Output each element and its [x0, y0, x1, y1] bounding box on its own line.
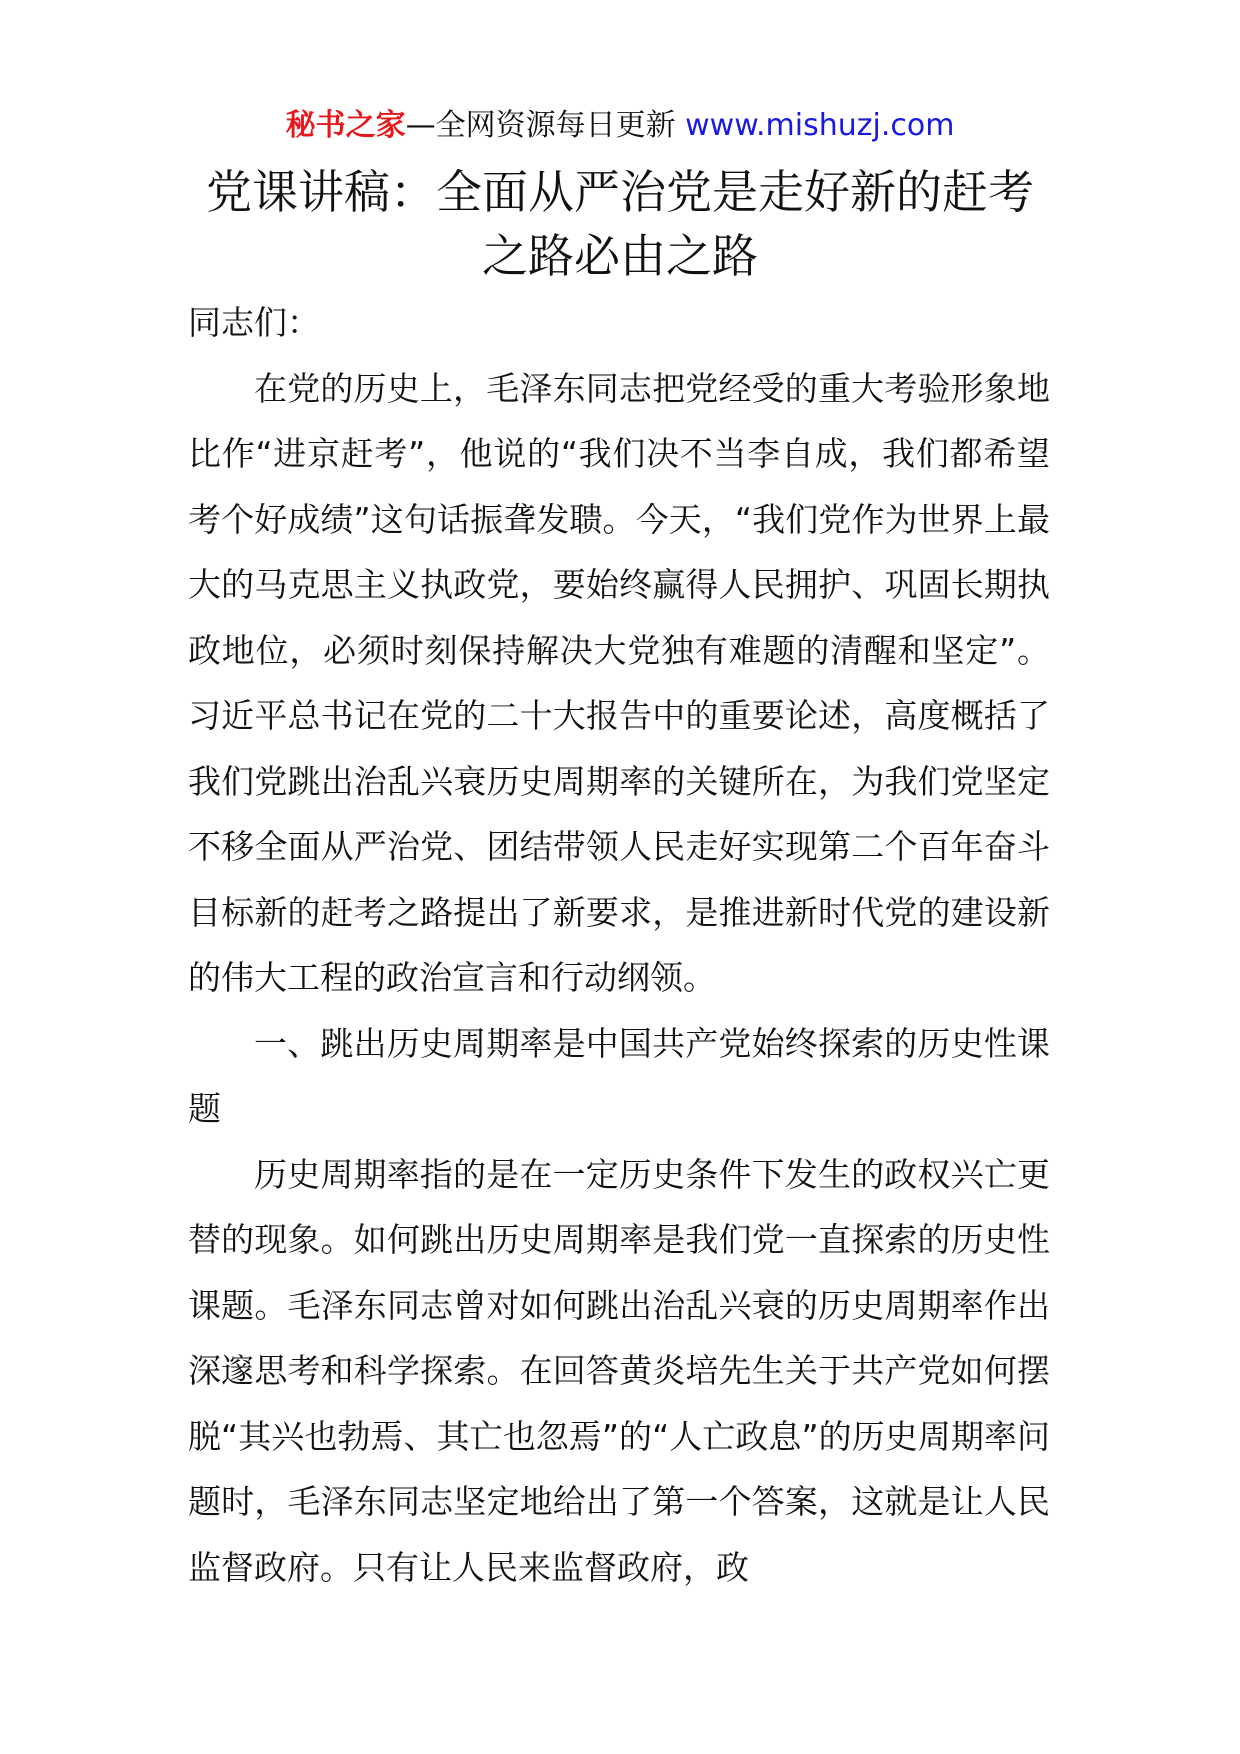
- body-paragraph-2: 历史周期率指的是在一定历史条件下发生的政权兴亡更替的现象。如何跳出历史周期率是我们党一直探索的历史性课题。毛泽东同志曾对如何跳出治乱兴衰的历史周期率作出深邃思考和科学探索。在回答黄炎培先生关于共产党如何摆脱“其兴也勃焉、其亡也忽焉”的“人亡政息”的历史周期率问题时，毛泽东同志坚定地给出了第一个答案，这就是让人民监督政府。只有让人民来监督政府，政: [188, 1154, 1050, 1587]
- document-title: [190, 160, 1050, 288]
- salutation: 同志们：: [188, 303, 320, 342]
- section-heading-1: 一、跳出历史周期率是中国共产党始终探索的历史性课题: [188, 1023, 1050, 1128]
- site-slogan: —全网资源每日更新: [405, 108, 676, 143]
- site-brand: 秘书之家: [285, 108, 406, 143]
- site-url-link[interactable]: www.mishuzj.com: [685, 108, 955, 143]
- document-title-line-2: 之路必由之路: [482, 229, 758, 283]
- site-header: [0, 104, 1240, 148]
- document-title-line-1: 党课讲稿：全面从严治党是走好新的赶考: [206, 165, 1034, 219]
- body-paragraph-1: 在党的历史上，毛泽东同志把党经受的重大考验形象地比作“进京赶考”，他说的“我们决不当李自成，我们都希望考个好成绩”这句话振聋发聩。今天，“我们党作为世界上最大的马克思主义执政党，要始终赢得人民拥护、巩固长期执政地位，必须时刻保持解决大党独有难题的清醒和坚定”。习近平总书记在党的二十大报告中的重要论述，高度概括了我们党跳出治乱兴衰历史周期率的关键所在，为我们党坚定不移全面从严治党、团结带领人民走好实现第二个百年奋斗目标新的赶考之路提出了新要求，是推进新时代党的建设新的伟大工程的政治宣言和行动纲领。: [188, 368, 1050, 997]
- document-body: [188, 290, 1050, 1600]
